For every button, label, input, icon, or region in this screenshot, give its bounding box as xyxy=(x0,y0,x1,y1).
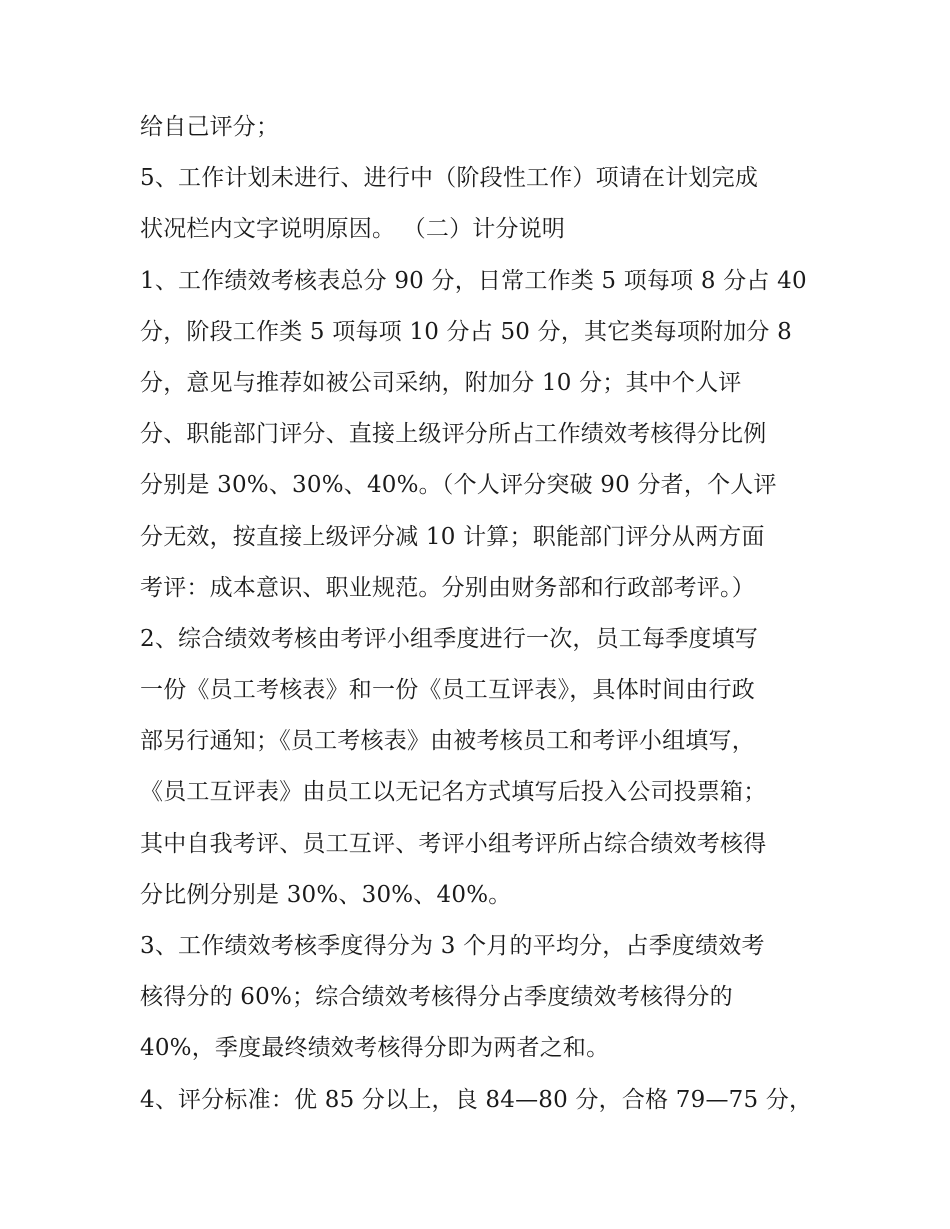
text-line: 分、职能部门评分、直接上级评分所占工作绩效考核得分比例 xyxy=(140,421,767,448)
text-line: 2、综合绩效考核由考评小组季度进行一次，员工每季度填写 xyxy=(140,625,759,652)
text-line: 一份《员工考核表》和一份《员工互评表》，具体时间由行政 xyxy=(140,677,755,704)
text-line: 分别是 30%、30%、40%。（个人评分突破 90 分者，个人评 xyxy=(140,472,777,499)
text-line: 分无效，按直接上级评分减 10 计算；职能部门评分从两方面 xyxy=(140,523,765,550)
text-line: 给自己评分； xyxy=(140,114,280,140)
text-line: 3、工作绩效考核季度得分为 3 个月的平均分，占季度绩效考 xyxy=(140,933,765,959)
text-line: 考评：成本意识、职业规范。分别由财务部和行政部考评。） xyxy=(140,574,755,601)
text-line: 分，意见与推荐如被公司采纳，附加分 10 分；其中个人评 xyxy=(140,369,742,396)
text-line: 分比例分别是 30%、30%、40%。 xyxy=(140,881,512,908)
text-line: 1、工作绩效考核表总分 90 分，日常工作类 5 项每项 8 分占 40 xyxy=(140,267,807,294)
text-line: 《员工互评表》由员工以无记名方式填写后投入公司投票箱； xyxy=(140,779,767,806)
text-line: 4、评分标准：优 85 分以上，良 84—80 分，合格 79—75 分， xyxy=(140,1086,813,1113)
text-line: 核得分的 60%；综合绩效考核得分占季度绩效考核得分的 xyxy=(140,984,733,1011)
text-line: 分，阶段工作类 5 项每项 10 分占 50 分，其它类每项附加分 8 xyxy=(140,318,792,345)
text-line: 部另行通知；《员工考核表》由被考核员工和考评小组填写， xyxy=(140,728,755,755)
document-body xyxy=(140,102,830,1126)
text-line: 其中自我考评、员工互评、考评小组考评所占综合绩效考核得 xyxy=(140,830,767,857)
text-line: 40%，季度最终绩效考核得分即为两者之和。 xyxy=(140,1035,610,1062)
text-line: 5、工作计划未进行、进行中（阶段性工作）项请在计划完成 xyxy=(140,165,759,192)
text-line: 状况栏内文字说明原因。 （二）计分说明 xyxy=(140,216,566,243)
